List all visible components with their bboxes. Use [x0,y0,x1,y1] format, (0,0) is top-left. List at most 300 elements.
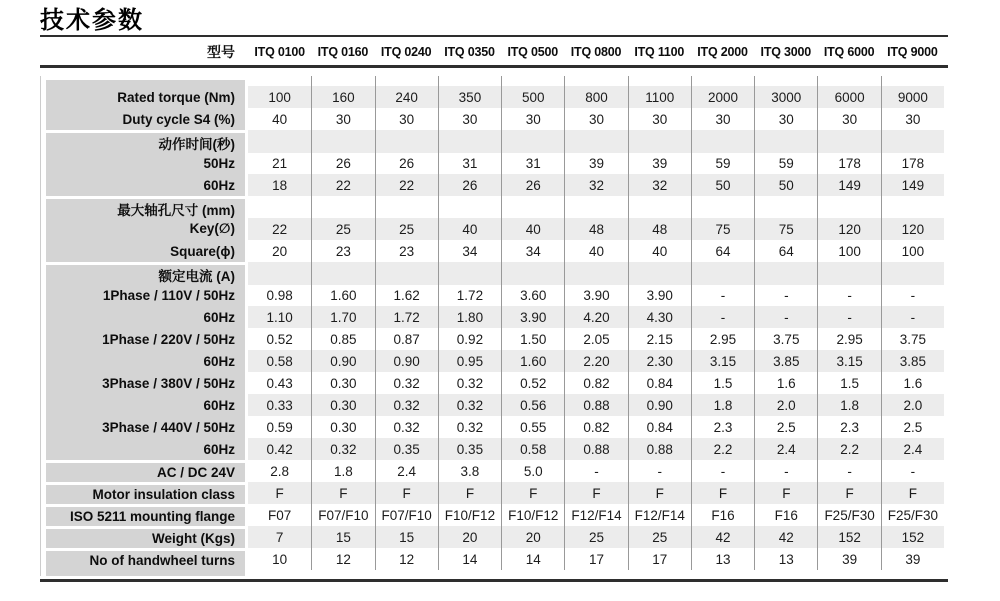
table-cell: 800 [564,86,627,108]
table-cell [691,262,754,285]
table-cell: 120 [817,218,880,240]
table-cell: 152 [817,526,880,548]
table-cell [754,76,817,86]
table-cell: F [691,482,754,504]
row-label: 60Hz [46,438,245,460]
table-cell: 2.95 [817,328,880,350]
section-header-row [40,196,944,218]
table-cell: 160 [311,86,374,108]
table-cell: 0.95 [438,350,501,372]
table-cell: 3.15 [691,350,754,372]
table-cell: 0.30 [311,372,374,394]
table-cell: 0.58 [248,350,311,372]
row-label: 60Hz [46,174,245,196]
row-label: 60Hz [46,350,245,372]
table-cell: 0.58 [501,438,564,460]
table-row [40,86,944,108]
row-label: Rated torque (Nm) [46,86,245,108]
table-cell: 39 [628,152,691,174]
table-cell: 40 [501,218,564,240]
table-cell [311,196,374,219]
row-label: Key(∅) [46,218,245,240]
table-cell: 48 [564,218,627,240]
table-cell: 0.90 [375,350,438,372]
table-cell: 26 [311,152,374,174]
table-cell [248,196,311,219]
table-cell: 42 [754,526,817,548]
table-cell: 2.8 [270,463,290,479]
table-cell: F [501,482,564,504]
table-cell: 3.85 [881,350,944,372]
table-cell: 0.55 [501,416,564,438]
table-cell [628,570,691,576]
table-cell: 64 [691,240,754,262]
table-cell: 2.30 [628,350,691,372]
table-cell: 0.32 [438,416,501,438]
table-cell: 0.85 [311,328,374,350]
table-cell: 1.50 [501,328,564,350]
table-cell: 2.3 [817,416,880,438]
table-cell: 1.8 [817,394,880,416]
table-cell: 4.30 [628,306,691,328]
table-cell: - [564,460,627,482]
table-cell: 30 [628,108,691,130]
table-cell: 39 [817,548,880,570]
table-cell: 32 [628,174,691,196]
table-cell: 1.6 [881,372,944,394]
table-cell: 18 [248,174,311,196]
table-cell: 5.0 [501,460,564,482]
table-cell [691,76,754,86]
table-cell: 0.30 [311,394,374,416]
table-cell [881,196,944,219]
table-cell [628,262,691,285]
model-header-itq-0100: ITQ 0100 [254,45,305,59]
table-cell: 2.4 [375,460,438,482]
table-cell [691,196,754,219]
table-cell: 12 [375,548,438,570]
table-cell: 3.90 [628,284,691,306]
table-cell: 1.72 [438,284,501,306]
table-cell: - [817,460,880,482]
table-cell: 4.20 [564,306,627,328]
row-label: Motor insulation class [46,482,245,504]
model-header-itq-0800: ITQ 0800 [570,45,622,59]
table-cell: 9000 [881,86,944,108]
table-cell: 26 [375,152,438,174]
table-cell: 23 [375,240,438,262]
table-cell [438,196,501,219]
table-cell: 48 [628,218,691,240]
table-cell: 1.6 [754,372,817,394]
row-label: ISO 5211 mounting flange [46,504,245,526]
table-cell [754,262,817,285]
row-label: 1Phase / 110V / 50Hz [46,284,245,306]
table-cell: 0.84 [628,372,691,394]
table-cell: 50 [754,174,817,196]
table-cell [754,196,817,219]
table-cell: 31 [438,152,501,174]
table-cell [501,262,564,285]
table-cell [564,262,627,285]
table-cell: 1.62 [375,284,438,306]
table-cell: 17 [564,548,627,570]
table-cell: 3.85 [754,350,817,372]
table-cell [564,196,627,219]
table-cell: 1.72 [375,306,438,328]
table-cell [881,76,944,86]
table-cell: 0.43 [266,375,293,391]
table-cell: 2.4 [881,438,944,460]
table-row [40,328,944,350]
table-cell [564,130,627,153]
table-cell: 30 [564,108,627,130]
table-cell [248,76,311,86]
table-cell: 31 [501,152,564,174]
table-cell [501,76,564,86]
table-cell: 30 [375,108,438,130]
table-cell [754,130,817,153]
row-label: 最大轴孔尺寸 (mm) [46,196,245,219]
table-row [40,306,944,328]
table-cell: 0.52 [266,331,293,347]
table-bottom-pad-row [40,570,944,576]
table-row [40,416,944,438]
table-cell: 0.32 [375,416,438,438]
table-cell: F [817,482,880,504]
table-cell: 50 [691,174,754,196]
table-cell [248,130,311,153]
table-cell: 22 [375,174,438,196]
table-cell: - [754,460,817,482]
table-cell: 100 [881,240,944,262]
table-cell: - [881,284,944,306]
table-cell: 26 [501,174,564,196]
table-cell: - [817,306,880,328]
table-cell: F [375,482,438,504]
table-cell [248,570,311,576]
table-cell [817,130,880,153]
table-cell: F16 [691,504,754,526]
table-row [40,240,944,262]
table-cell: 0.32 [438,394,501,416]
model-header-row [40,41,944,63]
table-cell: - [881,460,944,482]
table-cell: F16 [754,504,817,526]
model-header-itq-6000: ITQ 6000 [823,45,875,59]
table-cell: 13 [691,548,754,570]
table-cell: 1.60 [311,284,374,306]
table-cell: 3.90 [564,284,627,306]
table-cell: 13 [754,548,817,570]
table-cell: 42 [691,526,754,548]
table-row [40,372,944,394]
table-cell: 0.32 [375,394,438,416]
table-cell: 0.35 [375,438,438,460]
table-cell [754,570,817,576]
table-cell: 75 [754,218,817,240]
table-cell [628,196,691,219]
table-cell [691,130,754,153]
table-cell: F [248,482,311,504]
table-cell: 1.5 [817,372,880,394]
table-cell: 64 [754,240,817,262]
model-header-itq-3000: ITQ 3000 [760,45,812,59]
table-cell: 0.90 [311,350,374,372]
table-cell [881,262,944,285]
table-cell [438,570,501,576]
table-cell: 34 [438,240,501,262]
table-cell: 350 [438,86,501,108]
table-cell [375,130,438,153]
header-top-rule [40,35,948,37]
table-cell [881,570,944,576]
table-cell: 1.70 [311,306,374,328]
table-cell: 100 [248,86,311,108]
table-cell [438,130,501,153]
table-cell: 0.88 [564,394,627,416]
row-label: No of handwheel turns [46,548,245,570]
table-cell: - [691,284,754,306]
table-cell [375,570,438,576]
row-label: Duty cycle S4 (%) [46,108,245,130]
table-cell: 2.0 [754,394,817,416]
table-cell: F25/F30 [881,504,944,526]
table-cell: 2.95 [691,328,754,350]
table-cell: 3.15 [817,350,880,372]
table-cell: 20 [438,526,501,548]
table-cell: 25 [564,526,627,548]
table-cell: - [754,306,817,328]
table-cell: F [881,482,944,504]
section-header-row [40,262,944,284]
model-column-label: 型号 [207,44,235,60]
table-cell: 10 [272,551,288,567]
table-cell: 100 [817,240,880,262]
table-cell: 0.33 [248,394,311,416]
row-label: 3Phase / 440V / 50Hz [46,416,245,438]
table-cell: 0.82 [564,416,627,438]
row-label: 50Hz [46,152,245,174]
table-cell: 22 [248,218,311,240]
table-cell: 0.42 [248,438,311,460]
table-cell: 2.2 [691,438,754,460]
table-cell: 0.59 [266,419,293,435]
table-cell: 40 [564,240,627,262]
table-row [40,460,944,482]
table-cell [881,130,944,153]
table-cell: 0.88 [628,438,691,460]
table-cell: 2.0 [881,394,944,416]
table-cell: 40 [438,218,501,240]
table-cell: F10/F12 [501,504,564,526]
table-cell: 75 [691,218,754,240]
table-cell: - [691,306,754,328]
table-cell [375,262,438,285]
table-cell: 26 [438,174,501,196]
table-cell: 0.32 [375,372,438,394]
table-cell [501,130,564,153]
table-cell: 30 [754,108,817,130]
table-cell: F10/F12 [438,504,501,526]
table-cell: 1.60 [501,350,564,372]
table-cell: 20 [272,243,288,259]
table-cell: 0.87 [375,328,438,350]
table-cell: - [754,284,817,306]
table-cell: 30 [501,108,564,130]
table-cell: 2.2 [817,438,880,460]
row-label: 1Phase / 220V / 50Hz [46,328,245,350]
model-header-itq-9000: ITQ 9000 [887,45,938,59]
table-cell [375,196,438,219]
table-row [40,504,944,526]
table-cell [564,76,627,86]
row-label: 动作时间(秒) [46,130,245,153]
table-cell: 34 [501,240,564,262]
table-cell: 0.52 [501,372,564,394]
table-cell: 3.75 [881,328,944,350]
table-cell [817,570,880,576]
model-header-itq-0350: ITQ 0350 [444,45,495,59]
table-cell: 21 [272,155,288,171]
table-cell: 1.80 [438,306,501,328]
table-cell: 30 [311,108,374,130]
table-bottom-rule [40,579,948,582]
table-cell: 500 [501,86,564,108]
table-cell: 14 [438,548,501,570]
section-header-row [40,130,944,152]
table-cell: 30 [881,108,944,130]
table-cell: 0.92 [438,328,501,350]
table-cell: F [438,482,501,504]
table-cell [817,196,880,219]
table-cell [311,76,374,86]
model-header-itq-1100: ITQ 1100 [634,45,685,59]
table-row [40,438,944,460]
table-cell: F12/F14 [628,504,691,526]
table-cell: 14 [501,548,564,570]
table-cell: 0.82 [564,372,627,394]
table-cell: 240 [375,86,438,108]
model-header-itq-0500: ITQ 0500 [507,45,558,59]
row-label: 3Phase / 380V / 50Hz [46,372,245,394]
row-label: Square(ϕ) [46,240,245,262]
row-label: 额定电流 (A) [46,262,245,285]
table-cell: 25 [311,218,374,240]
table-cell: F07/F10 [311,504,374,526]
table-cell: - [817,284,880,306]
table-row [40,350,944,372]
table-cell [311,570,374,576]
table-cell: F [754,482,817,504]
table-cell: 1.8 [311,460,374,482]
table-cell: 3.75 [754,328,817,350]
row-label: 60Hz [46,306,245,328]
table-cell [628,130,691,153]
table-cell: 23 [311,240,374,262]
table-cell [817,76,880,86]
table-cell [817,262,880,285]
table-cell: 3.60 [501,284,564,306]
table-cell [311,130,374,153]
table-cell [438,76,501,86]
table-cell: 15 [375,526,438,548]
table-cell: 2.20 [564,350,627,372]
table-cell: 149 [817,174,880,196]
spec-table-body [40,76,944,576]
table-cell: 2.3 [691,416,754,438]
table-cell [375,76,438,86]
table-cell: 3.90 [501,306,564,328]
table-cell: 30 [817,108,880,130]
table-cell [311,262,374,285]
model-header-itq-0160: ITQ 0160 [317,45,369,59]
table-cell [691,570,754,576]
table-cell: 1.8 [691,394,754,416]
table-cell: 1.10 [248,306,311,328]
table-cell [501,570,564,576]
table-row [40,548,944,570]
table-cell: 59 [754,152,817,174]
table-cell: 2.5 [754,416,817,438]
table-cell [438,262,501,285]
table-cell: 12 [311,548,374,570]
row-label: Weight (Kgs) [46,526,245,548]
row-label: AC / DC 24V [46,460,245,482]
table-cell: F07/F10 [375,504,438,526]
table-cell [248,262,311,285]
table-cell: 178 [817,152,880,174]
table-row [40,284,944,306]
table-cell: F [564,482,627,504]
table-cell: 0.88 [564,438,627,460]
table-row [40,108,944,130]
table-cell: 17 [628,548,691,570]
table-cell: 6000 [817,86,880,108]
table-cell: 40 [272,111,288,127]
row-label [46,570,245,576]
table-cell: 0.30 [311,416,374,438]
table-cell: 0.84 [628,416,691,438]
table-cell: 39 [564,152,627,174]
model-header-itq-2000: ITQ 2000 [697,45,748,59]
table-cell: F [628,482,691,504]
table-row [40,482,944,504]
table-cell: 120 [881,218,944,240]
table-cell: 30 [438,108,501,130]
table-row [40,394,944,416]
table-cell: 3.8 [438,460,501,482]
table-row [40,526,944,548]
table-row [40,218,944,240]
table-cell: 178 [881,152,944,174]
table-cell: 15 [311,526,374,548]
table-cell: - [881,306,944,328]
table-cell: 0.32 [438,372,501,394]
table-cell: 2.15 [628,328,691,350]
table-cell: 25 [375,218,438,240]
table-cell: 2.5 [881,416,944,438]
table-cell: 2000 [691,86,754,108]
table-cell: 149 [881,174,944,196]
table-cell [501,196,564,219]
table-cell: 152 [881,526,944,548]
table-cell: 0.35 [438,438,501,460]
table-cell: 1.5 [691,372,754,394]
table-cell: 0.98 [266,287,293,303]
table-top-pad-row [40,76,944,86]
row-label: 60Hz [46,394,245,416]
